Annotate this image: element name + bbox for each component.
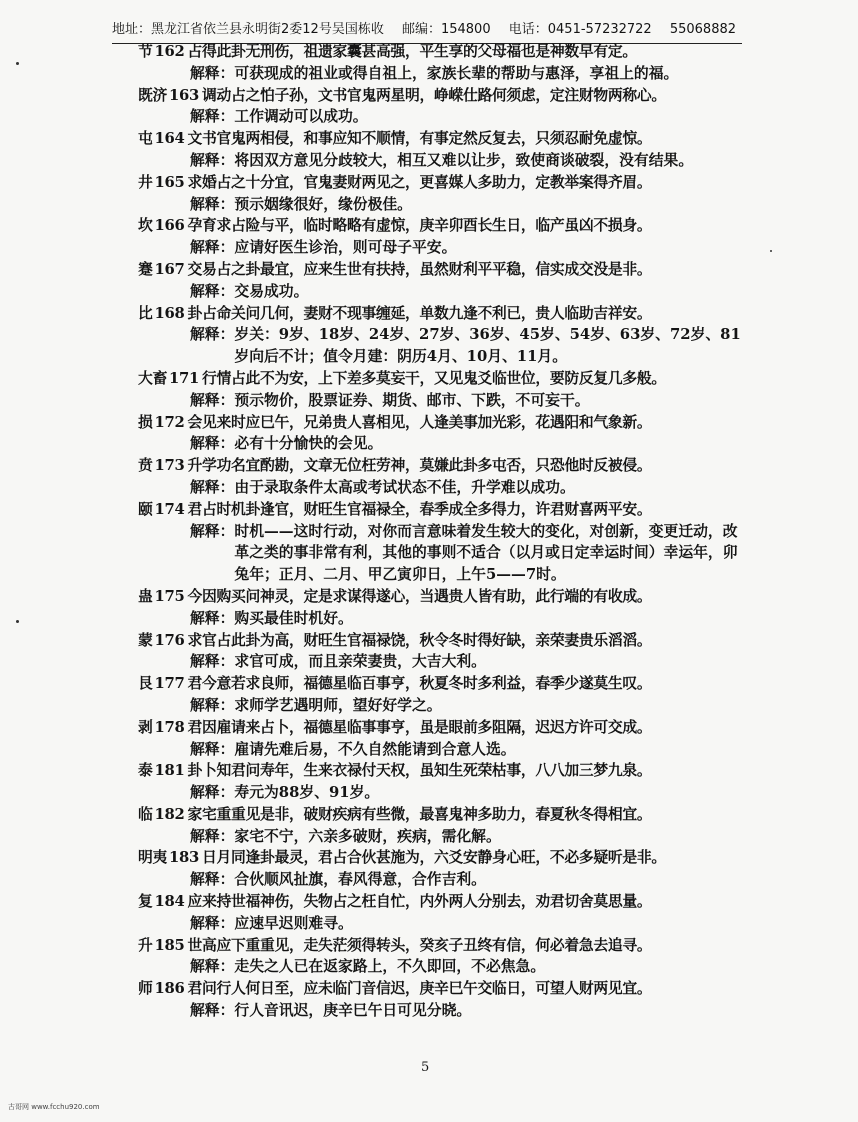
explanation-label: 解释： (190, 391, 235, 409)
gua-number: 172 (154, 413, 185, 431)
explanation-label: 解释： (190, 64, 235, 82)
gua-line (138, 630, 743, 652)
gua-number: 186 (154, 980, 185, 998)
header-phone: 电话：0451-57232722 (508, 22, 652, 37)
gua-number: 171 (169, 369, 199, 387)
gua-entry (138, 172, 743, 216)
gua-line (138, 760, 743, 782)
gua-name: 既济 (138, 86, 167, 104)
gua-line (138, 499, 743, 521)
gua-number: 175 (154, 587, 185, 605)
explanation-text: 必有十分愉快的会见。 (234, 435, 383, 453)
gua-entry (138, 630, 743, 674)
gua-entry (138, 412, 743, 456)
explanation-text: 预示姻缘很好，缘份极佳。 (234, 195, 412, 213)
gua-name: 坎 (138, 217, 153, 235)
explanation (190, 63, 743, 85)
page-number: 5 (421, 1060, 430, 1075)
explanation (190, 608, 743, 630)
gua-number: 185 (154, 936, 185, 954)
gua-entry (138, 760, 743, 804)
gua-name: 损 (138, 413, 153, 431)
gua-line (138, 368, 743, 390)
gua-line (138, 303, 743, 325)
gua-verse: 会见来时应巳午，兄弟贵人喜相见，人逢美事加光彩，花遇阳和气象新。 (187, 413, 652, 431)
gua-name: 颐 (138, 500, 153, 518)
gua-verse: 文书官鬼两相侵，和事应知不顺情，有事定然反复去，只须忍耐免虚惊。 (187, 130, 652, 148)
explanation (190, 521, 743, 586)
gua-verse: 交易占之卦最宜，应来生世有扶持，虽然财利平平稳，信实成交没是非。 (187, 260, 652, 278)
gua-line (138, 804, 743, 826)
explanation (190, 194, 743, 216)
gua-number: 168 (154, 304, 185, 322)
gua-name: 升 (138, 936, 153, 954)
explanation-text: 应速早迟则难寻。 (234, 914, 353, 932)
gua-verse: 卦占命关问几何，妻财不现事缠延，单数九逢不利已，贵人临助吉祥安。 (187, 304, 652, 322)
explanation-text: 交易成功。 (234, 282, 309, 300)
explanation-label: 解释： (190, 696, 235, 714)
gua-verse: 家宅重重见是非，破财疾病有些微，最喜鬼神多助力，春夏秋冬得相宜。 (187, 805, 652, 823)
explanation-label: 解释： (190, 958, 235, 976)
gua-entry (138, 368, 743, 412)
gua-number: 166 (154, 217, 185, 235)
gua-verse: 君问行人何日至，应未临门音信迟，庚辛巳午交临日，可望人财两见宜。 (187, 980, 652, 998)
gua-name: 泰 (138, 762, 153, 780)
explanation (190, 281, 743, 303)
gua-verse: 占得此卦无刑伤，祖遗家囊甚高强，平生享的父母福也是神数早有定。 (187, 43, 637, 60)
explanation-label: 解释： (190, 1002, 235, 1020)
gua-line (138, 673, 743, 695)
explanation-text: 岁关：9岁、18岁、24岁、27岁、36岁、45岁、54岁、63岁、72岁、81岁向后不计；值令月建：阴历4月、10月、11月。 (234, 326, 741, 366)
gua-verse: 应来持世福神伤，失物占之枉自忙，内外两人分别去，劝君切舍莫思量。 (187, 893, 652, 911)
header-phone2: 55068882 (669, 22, 737, 37)
explanation-text: 行人音讯迟，庚辛巳午日可见分晓。 (234, 1002, 472, 1020)
gua-number: 165 (154, 173, 185, 191)
gua-line (138, 85, 743, 107)
scan-speck (16, 62, 19, 65)
explanation (190, 1000, 743, 1022)
explanation-label: 解释： (190, 282, 235, 300)
explanation-text: 将因双方意见分歧较大，相互又难以让步，致使商谈破裂，没有结果。 (234, 151, 694, 169)
gua-entry (138, 717, 743, 761)
gua-verse: 孕育求占险与平，临时略略有虚惊，庚辛卯酉长生日，临产虽凶不损身。 (187, 217, 652, 235)
header-address: 地址：黑龙江省依兰县永明街2委12号吴国栋收 (112, 22, 384, 37)
gua-verse: 君因雇请来占卜，福德星临事事亨，虽是眼前多阻隔，迟迟方许可交成。 (187, 718, 652, 736)
gua-name: 节 (138, 43, 153, 60)
gua-entry (138, 804, 743, 848)
gua-line (138, 847, 743, 869)
gua-name: 比 (138, 304, 153, 322)
gua-line (138, 172, 743, 194)
gua-name: 明夷 (138, 849, 167, 867)
gua-name: 临 (138, 805, 153, 823)
explanation-label: 解释： (190, 195, 235, 213)
explanation-text: 可获现成的祖业或得自祖上，家族长辈的帮助与惠泽，享祖上的福。 (234, 64, 679, 82)
explanation-label: 解释： (190, 478, 235, 496)
gua-name: 屯 (138, 130, 153, 148)
gua-number: 162 (154, 43, 185, 60)
explanation-label: 解释： (190, 740, 235, 758)
gua-line (138, 215, 743, 237)
explanation-label: 解释： (190, 151, 235, 169)
gua-number: 174 (154, 500, 185, 518)
gua-entry (138, 935, 743, 979)
explanation-label: 解释： (190, 326, 235, 344)
gua-line (138, 128, 743, 150)
explanation (190, 782, 743, 804)
explanation-label: 解释： (190, 827, 235, 845)
explanation-label: 解释： (190, 239, 235, 257)
gua-number: 164 (154, 130, 185, 148)
gua-verse: 君占时机卦逢官，财旺生官福禄全，春季成全多得力，许君财喜两平安。 (187, 500, 652, 518)
explanation (190, 739, 743, 761)
gua-number: 182 (154, 805, 185, 823)
explanation-label: 解释： (190, 784, 235, 802)
explanation-label: 解释： (190, 871, 235, 889)
explanation-label: 解释： (190, 435, 235, 453)
gua-verse: 日月同逢卦最灵，君占合伙甚施为，六爻安静身心旺，不必多疑听是非。 (202, 849, 666, 867)
gua-entry (138, 303, 743, 368)
gua-verse: 升学功名宜酌勘，文章无位枉劳神，莫嫌此卦多屯否，只恐他时反被侵。 (187, 457, 652, 475)
gua-name: 井 (138, 173, 153, 191)
explanation (190, 106, 743, 128)
explanation (190, 913, 743, 935)
explanation-text: 求师学艺遇明师，望好好学之。 (234, 696, 442, 714)
gua-line (138, 891, 743, 913)
gua-number: 183 (169, 849, 199, 867)
gua-line (138, 455, 743, 477)
gua-name: 艮 (138, 675, 153, 693)
explanation (190, 826, 743, 848)
explanation-label: 解释： (190, 609, 235, 627)
gua-entry (138, 978, 743, 1022)
gua-name: 贲 (138, 457, 153, 475)
gua-name: 复 (138, 893, 153, 911)
gua-verse: 君今意若求良师，福德星临百事亨，秋夏冬时多利益，春季少遂莫生叹。 (187, 675, 652, 693)
gua-entry (138, 847, 743, 891)
header-postcode: 邮编：154800 (401, 22, 491, 37)
gua-entry (138, 891, 743, 935)
gua-verse: 求婚占之十分宜，官鬼妻财两见之，更喜媒人多助力，定教举案得齐眉。 (187, 173, 652, 191)
gua-name: 蛊 (138, 587, 153, 605)
gua-number: 173 (154, 457, 185, 475)
explanation-text: 时机——这时行动，对你而言意味着发生较大的变化，对创新，变更迁动，改革之类的事非常有利，其他的事则不适合（以月或日定幸运时间）幸运年，卯兔年；正月、二月、甲乙寅卯日，上午5——7时。 (234, 522, 738, 584)
gua-line (138, 935, 743, 957)
gua-verse: 求官占此卦为高，财旺生官福禄饶，秋令冬时得好缺，亲荣妻贵乐滔滔。 (187, 631, 652, 649)
explanation-text: 合伙顺风扯旗，春风得意，合作吉利。 (234, 871, 486, 889)
divination-entries (138, 41, 743, 1022)
explanation-label: 解释： (190, 914, 235, 932)
gua-entry (138, 499, 743, 586)
explanation-label: 解释： (190, 108, 235, 126)
gua-entry (138, 128, 743, 172)
explanation (190, 956, 743, 978)
explanation (190, 869, 743, 891)
gua-verse: 世高应下重重见，走失茫须得转头，癸亥子丑终有信，何必着急去追寻。 (187, 936, 652, 954)
scan-speck (16, 620, 19, 623)
gua-number: 177 (154, 675, 185, 693)
explanation (190, 390, 743, 412)
explanation-text: 寿元为88岁、91岁。 (234, 784, 380, 802)
gua-verse: 卦卜知君问寿年，生来衣禄付天权，虽知生死荣枯事，八八加三梦九泉。 (187, 762, 652, 780)
gua-entry (138, 85, 743, 129)
explanation (190, 324, 743, 368)
gua-entry (138, 215, 743, 259)
gua-verse: 调动占之怕子孙，文书官鬼两星明，峥嵘仕路何须虑，定注财物两称心。 (202, 86, 666, 104)
explanation-text: 由于录取条件太高或考试状态不佳，升学难以成功。 (234, 478, 575, 496)
gua-verse: 今因购买问神灵，定是求谋得遂心，当遇贵人皆有助，此行端的有收成。 (187, 587, 652, 605)
explanation (190, 433, 743, 455)
explanation (190, 237, 743, 259)
explanation (190, 477, 743, 499)
gua-name: 大畜 (138, 369, 167, 387)
gua-name: 蹇 (138, 260, 153, 278)
gua-line (138, 978, 743, 1000)
gua-entry (138, 673, 743, 717)
gua-name: 蒙 (138, 631, 153, 649)
gua-line (138, 41, 743, 63)
gua-line (138, 586, 743, 608)
gua-line (138, 412, 743, 434)
explanation (190, 150, 743, 172)
explanation-text: 求官可成，而且亲荣妻贵，大吉大利。 (234, 653, 486, 671)
explanation-label: 解释： (190, 522, 235, 540)
gua-entry (138, 41, 743, 85)
explanation-text: 预示物价，股票证券、期货、邮市、下跌，不可妄干。 (234, 391, 590, 409)
gua-name: 剥 (138, 718, 153, 736)
explanation-text: 应请好医生诊治，则可母子平安。 (234, 239, 457, 257)
explanation-text: 购买最佳时机好。 (234, 609, 353, 627)
page-header (112, 16, 742, 44)
gua-name: 师 (138, 980, 153, 998)
gua-entry (138, 586, 743, 630)
explanation-text: 雇请先难后易，不久自然能请到合意人选。 (234, 740, 516, 758)
gua-number: 184 (154, 893, 185, 911)
gua-number: 178 (154, 718, 185, 736)
gua-line (138, 717, 743, 739)
scan-speck (770, 250, 772, 252)
explanation (190, 695, 743, 717)
gua-number: 163 (169, 86, 199, 104)
gua-number: 167 (154, 260, 185, 278)
footer-watermark: 古哥网 www.fcchu920.com (8, 1103, 100, 1111)
gua-number: 181 (154, 762, 185, 780)
gua-entry (138, 259, 743, 303)
explanation-text: 走失之人已在返家路上，不久即回，不必焦急。 (234, 958, 546, 976)
gua-verse: 行情占此不为安，上下差多莫妄干，又见鬼爻临世位，要防反复几多般。 (202, 369, 666, 387)
explanation (190, 651, 743, 673)
gua-number: 176 (154, 631, 185, 649)
explanation-text: 工作调动可以成功。 (234, 108, 368, 126)
explanation-label: 解释： (190, 653, 235, 671)
gua-line (138, 259, 743, 281)
gua-entry (138, 455, 743, 499)
explanation-text: 家宅不宁，六亲多破财，疾病，需化解。 (234, 827, 501, 845)
